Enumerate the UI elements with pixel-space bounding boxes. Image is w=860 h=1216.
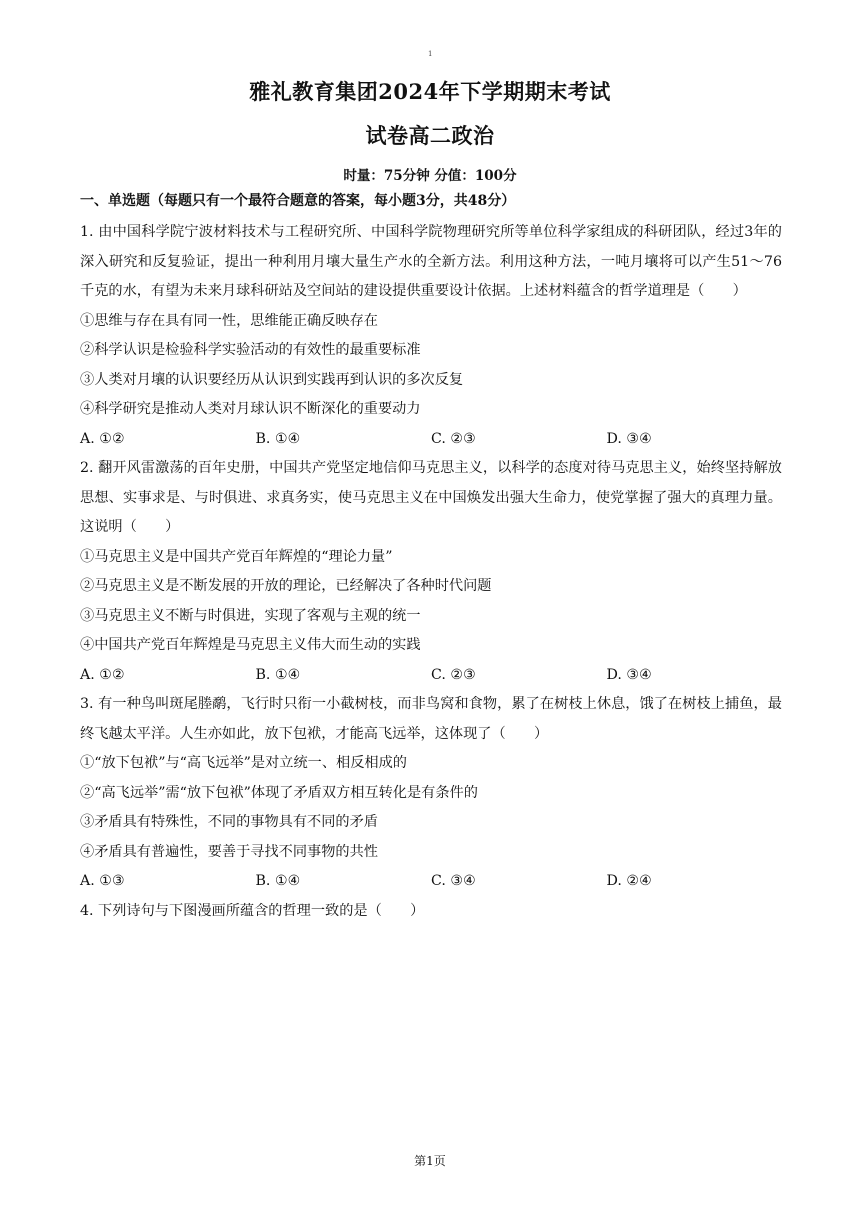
question-option: ①“放下包袱”与“高飞远举”是对立统一、相反相成的 <box>80 755 407 771</box>
question-stem: 1. 由中国科学院宁波材料技术与工程研究所、中国科学院物理研究所等单位科学家组成的科研团队，经过3年的深入研究和反复验证，提出一种利用月壤大量生产水的全新方法。利用这种方法，一吨月壤将可以产生51～76千克的水，有望为未来月球科研站及空间站的建设提供重要设计依据。上述材料蕴含的哲学道理是（ ） <box>80 224 782 299</box>
question-option: ④矛盾具有普遍性，要善于寻找不同事物的共性 <box>80 843 378 860</box>
choice-b: B. ①④ <box>255 430 301 447</box>
question-option: ④科学研究是推动人类对月球认识不断深化的重要动力 <box>80 401 421 417</box>
choice-d: D. ③④ <box>606 430 652 447</box>
question-option: ①思维与存在具有同一性，思维能正确反映存在 <box>80 312 378 329</box>
question-stem: 2. 翻开风雷激荡的百年史册，中国共产党坚定地信仰马克思主义，以科学的态度对待马克思主义，始终坚持解放思想、实事求是、与时俱进、求真务实，使马克思主义在中国焕发出强大生命力，使党掌握了强大的真理力量。这说明（ ） <box>80 460 782 535</box>
answer-choices <box>80 867 782 897</box>
choice-a: A. ①② <box>80 666 125 683</box>
question-option: ③马克思主义不断与时俱进，实现了客观与主观的统一 <box>80 607 421 624</box>
question-option: ①马克思主义是中国共产党百年辉煌的“理论力量” <box>80 548 393 565</box>
question-stem: 4. 下列诗句与下图漫画所蕴含的哲理一致的是（ ） <box>80 902 425 919</box>
page-footer: 第1页 <box>414 1154 446 1168</box>
exam-meta: 时量：75分钟 分值：100分 <box>343 168 517 184</box>
answer-choices <box>80 425 782 455</box>
answer-choices <box>80 661 782 691</box>
question-option: ③人类对月壤的认识要经历从认识到实践再到认识的多次反复 <box>80 371 464 388</box>
choice-a: A. ①③ <box>80 873 125 889</box>
choice-c: C. ②③ <box>431 666 476 683</box>
choice-d: D. ③④ <box>606 666 652 683</box>
question-stem: 3. 有一种鸟叫斑尾塍鹬，飞行时只衔一小截树枝，而非鸟窝和食物，累了在树枝上休息，饿了在树枝上捕鱼，最终飞越太平洋。人生亦如此，放下包袱，才能高飞远举，这体现了（ ） <box>80 696 782 742</box>
choice-a: A. ①② <box>80 430 125 447</box>
question-option: ③矛盾具有特殊性，不同的事物具有不同的矛盾 <box>80 814 378 830</box>
exam-title: 雅礼教育集团2024年下学期期末考试 <box>249 79 611 104</box>
question-2 <box>80 454 782 690</box>
question-3 <box>80 690 782 897</box>
choice-d: D. ②④ <box>606 873 652 889</box>
question-option: ④中国共产党百年辉煌是马克思主义伟大而生动的实践 <box>80 637 421 653</box>
choice-c: C. ②③ <box>431 430 476 447</box>
choice-b: B. ①④ <box>255 873 301 889</box>
question-option: ②科学认识是检验科学实验活动的有效性的最重要标准 <box>80 342 421 358</box>
exam-subtitle: 试卷高二政治 <box>365 123 495 148</box>
question-4 <box>80 897 782 927</box>
question-list <box>80 218 782 926</box>
top-mark: 1 <box>428 50 433 58</box>
question-option: ②“高飞远举”需“放下包袱”体现了矛盾双方相互转化是有条件的 <box>80 784 478 801</box>
question-option: ②马克思主义是不断发展的开放的理论，已经解决了各种时代问题 <box>80 578 492 594</box>
choice-c: C. ③④ <box>431 873 476 889</box>
question-1 <box>80 218 782 454</box>
section-heading: 一、单选题（每题只有一个最符合题意的答案，每小题3分，共48分） <box>80 193 516 209</box>
choice-b: B. ①④ <box>255 666 301 683</box>
